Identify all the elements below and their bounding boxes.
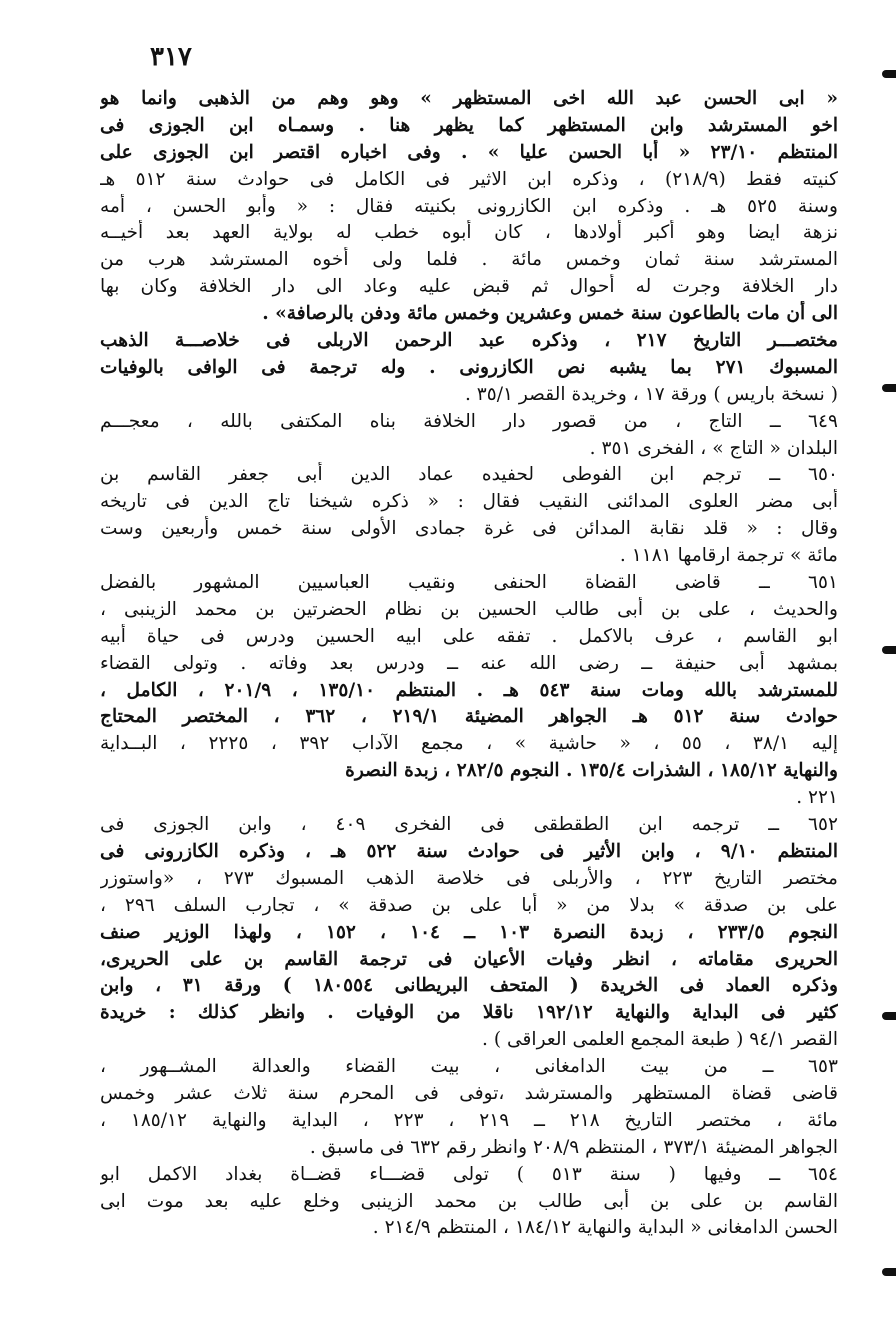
text-line: ٦٥١ ــ قاضى القضاة الحنفى ونقيب العباسيين المشهور بالفضل [100, 572, 838, 594]
page-number: ٣١٧ [150, 42, 192, 72]
text-line: المسبوك ٢٧١ بما يشبه نص الكازرونى . وله ترجمة فى الوافى بالوفيات [100, 356, 838, 378]
text-line: « ابى الحسن عبد الله اخى المستظهر » وهو وهم من الذهبى وانما هو [100, 88, 838, 109]
text-line: دار الخلافة وجرت له أحوال ثم قبض عليه وعاد الى دار الخلافة وكان بها [100, 276, 838, 298]
text-line: الجواهر المضيئة ٣٧٣/١ ، المنتظم ٢٠٨/٩ وانظر رقم ٦٣٢ فى ماسبق . [309, 1136, 838, 1158]
text-line: ٦٥٣ ــ من بيت الدامغانى ، بيت القضاء والعدالة المشــهور ، [100, 1056, 838, 1078]
text-line: المنتظم ٢٣/١٠ « أبا الحسن عليا » . وفى اخباره اقتصر ابن الجوزى على [100, 141, 838, 163]
text-line: للمسترشد بالله ومات سنة ٥٤٣ هـ . المنتظم ١٣٥/١٠ ، ٢٠١/٩ ، الكامل ، [100, 679, 838, 701]
text-line: ( نسخة باريس ) ورقة ١٧ ، وخريدة القصر ٣٥/١ . [464, 383, 838, 405]
text-line: اخو المسترشد وابن المستظهر كما يظهر هنا . وسمـاه ابن الجوزى فى [100, 114, 838, 136]
text-line: ابو القاسم ، عرف بالاكمل . تفقه على ابيه الحسين ودرس فى حياة أبيه [100, 625, 838, 647]
text-line: القصر ٩٤/١ ( طبعة المجمع العلمى العراقى ) . [482, 1029, 838, 1051]
text-line: المسترشد سنة ثمان وخمس مائة . فلما ولى أخوه المسترشد هرب من [100, 249, 838, 271]
margin-mark [882, 1012, 896, 1020]
text-line: ٦٥٠ ــ ترجم ابن الفوطى لحفيده عماد الدين أبى جعفر القاسم بن [100, 464, 838, 486]
text-line: النجوم ٢٣٣/٥ ، زبدة النصرة ١٠٣ ــ ١٠٤ ، ١٥٢ ، ولهذا الوزير صنف [100, 921, 838, 943]
text-line: الى أن مات بالطاعون سنة خمس وعشرين وخمس مائة ودفن بالرصافة» . [262, 303, 838, 325]
text-line: أبى مضر العلوى المدائنى النقيب فقال : « ذكره شيخنا تاج الدين فى تاريخه [100, 491, 838, 513]
text-line: البلدان « التاج » ، الفخرى ٣٥١ . [589, 437, 838, 459]
text-line: مختصـــر التاريخ ٢١٧ ، وذكره عبد الرحمن الاربلى فى خلاصـــة الذهب [100, 330, 838, 352]
text-line: مائة ، مختصر التاريخ ٢١٨ ــ ٢١٩ ، ٢٢٣ ، البداية والنهاية ١٨٥/١٢ ، [100, 1109, 838, 1131]
text-line: والحديث ، على بن أبى طالب الحسين بن نظام الحضرتين بن محمد الزينبى ، [100, 598, 838, 620]
text-line: القاسم بن على بن أبى طالب بن محمد الزينبى وخلع عليه بعد موت ابى [100, 1190, 838, 1212]
text-line: كثير فى البداية والنهاية ١٩٢/١٢ ناقلا من الوفيات . وانظر كذلك : خريدة [100, 1002, 838, 1024]
text-line: وقال : « قلد نقابة المدائن فى غرة جمادى الأولى سنة خمس وأربعين وست [100, 518, 838, 540]
text-line: مختصر التاريخ ٢٢٣ ، والأربلى فى خلاصة الذهب المسبوك ٢٧٣ ، «واستوزر [100, 867, 838, 889]
text-line: قاضى قضاة المستظهر والمسترشد ،توفى فى المحرم سنة ثلاث عشر وخمس [100, 1082, 838, 1104]
margin-mark [882, 646, 896, 654]
text-line: ٦٥٢ ــ ترجمه ابن الطقطقى فى الفخرى ٤٠٩ ، وابن الجوزى فى [100, 814, 838, 836]
text-line: نزهة ايضا وهو أكبر أولادها ، كان أبوه خطب له بولاية العهد بعد أخيــه [100, 222, 838, 244]
margin-mark [882, 1268, 896, 1276]
margin-mark [882, 384, 896, 392]
text-line: الحسن الدامغانى « البداية والنهاية ١٨٤/١٢ ، المنتظم ٢١٤/٩ . [372, 1217, 838, 1239]
text-line: على بن صدقة » بدلا من « أبا على بن صدقة » ، تجارب السلف ٢٩٦ ، [100, 894, 838, 916]
text-line: الحريرى مقاماته ، انظر وفيات الأعيان فى ترجمة القاسم بن على الحريرى، [100, 948, 838, 970]
margin-mark [882, 70, 896, 78]
text-line: وذكره العماد فى الخريدة ( المتحف البريطانى ١٨٠٥٥٤ ) ورقة ٣١ ، وابن [100, 975, 838, 997]
text-line: والنهاية ١٨٥/١٢ ، الشذرات ١٣٥/٤ . النجوم ٢٨٢/٥ ، زبدة النصرة [345, 760, 838, 782]
text-line: بمشهد أبى حنيفة ــ رضى الله عنه ــ ودرس بعد وفاته . وتولى القضاء [100, 652, 838, 674]
text-line: مائة » ترجمة ارقامها ١١٨١ . [619, 545, 838, 567]
text-line: ٦٥٤ ــ وفيها ( سنة ٥١٣ ) تولى قضـــاء قضــاة بغداد الاكمل ابو [100, 1163, 838, 1185]
text-line: ٦٤٩ ــ التاج ، من قصور دار الخلافة بناه المكتفى بالله ، معجـــم [100, 410, 838, 432]
text-line: كنيته فقط (٢١٨/٩) ، وذكره ابن الاثير فى الكامل فى حوادث سنة ٥١٢ هـ [100, 168, 838, 190]
text-line: وسنة ٥٢٥ هـ . وذكره ابن الكازرونى بكنيته فقال : « وأبو الحسن ، أمه [100, 195, 838, 217]
text-line: إليه ٣٨/١ ، ٥٥ ، « حاشية » ، مجمع الآداب ٣٩٢ ، ٢٢٢٥ ، البــداية [100, 733, 838, 755]
text-line: ٢٢١ . [796, 787, 838, 809]
text-line: المنتظم ٩/١٠ ، وابن الأثير فى حوادث سنة ٥٢٢ هـ ، وذكره الكازرونى فى [100, 840, 838, 862]
text-line: حوادث سنة ٥١٢ هـ الجواهر المضيئة ٢١٩/١ ، ٣٦٢ ، المختصر المحتاج [100, 706, 838, 728]
body-text [100, 86, 838, 1242]
